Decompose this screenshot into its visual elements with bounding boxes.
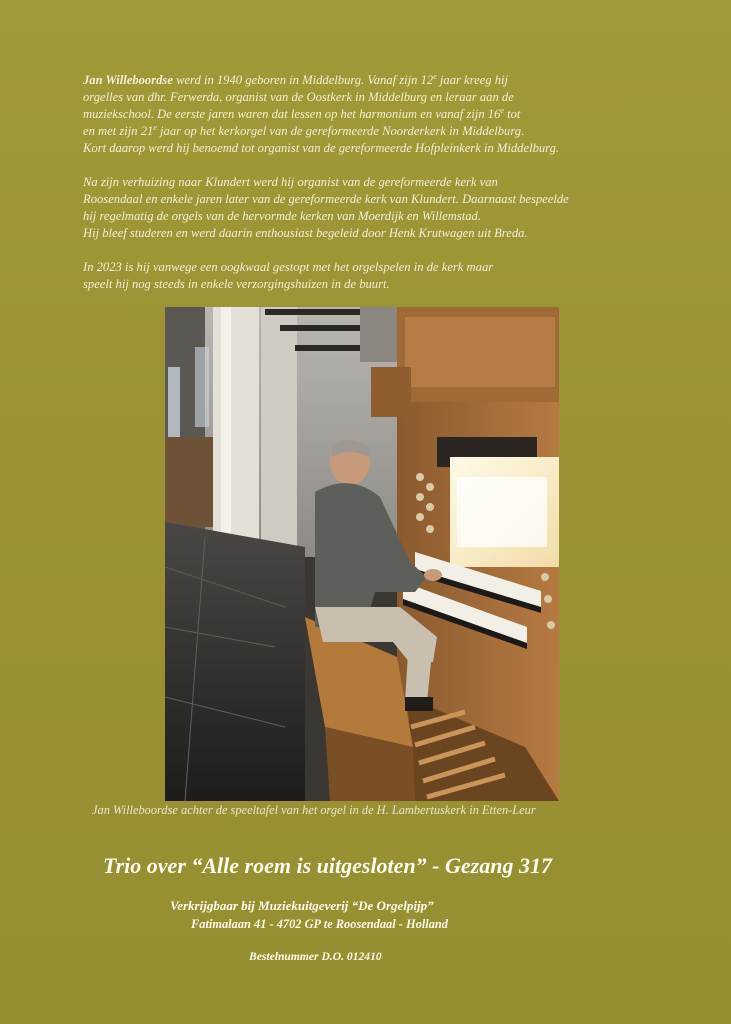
availability-text: Verkrijgbaar bij Muziekuitgeverij “De Orgelpijp”: [170, 898, 434, 913]
photo-caption: Jan Willeboordse achter de speeltafel van het orgel in de H. Lambertuskerk in Etten-Leur: [92, 803, 536, 817]
biography: [83, 72, 663, 310]
organist-photo: [165, 307, 559, 801]
bio-paragraph-2: Na zijn verhuizing naar Klundert werd hij organist van de gereformeerde kerk van Roosendaal en enkele jaren later van de gereformeerde kerk van Klundert. Daarnaast bespeelde hij regelmatig de orgels van de hervormde kerken van Moerdijk en Willemstad. Hij bleef studeren en werd daarin enthousiast begeleid door Henk Krutwagen uit Breda.: [83, 175, 569, 240]
order-number: Bestelnummer D.O. 012410: [249, 950, 382, 963]
bio-paragraph-3: In 2023 is hij vanwege een oogkwaal gestopt met het orgelspelen in de kerk maar speelt hij nog steeds in enkele verzorgingshuizen in de buurt.: [83, 260, 494, 291]
bio-person-name: Jan Willeboordse: [83, 73, 173, 87]
bio-paragraph-1: Jan Willeboordse werd in 1940 geboren in Middelburg. Vanaf zijn 12e jaar kreeg hij orgelles van dhr. Ferwerda, organist van de Oostkerk in Middelburg en leraar aan de muziekschool. De eerste jaren waren dat lessen op het harmonium en vanaf zijn 16e tot en met zijn 21e jaar op het kerkorgel van de gereformeerde Noorderkerk in Middelburg. Kort daarop werd hij benoemd tot organist van de gereformeerde Hofpleinkerk in Middelburg.: [83, 71, 560, 155]
publisher-address: Fatimalaan 41 - 4702 GP te Roosendaal - Holland: [191, 917, 449, 931]
publication-title: Trio over “Alle roem is uitgesloten” - Gezang 317: [103, 853, 552, 878]
